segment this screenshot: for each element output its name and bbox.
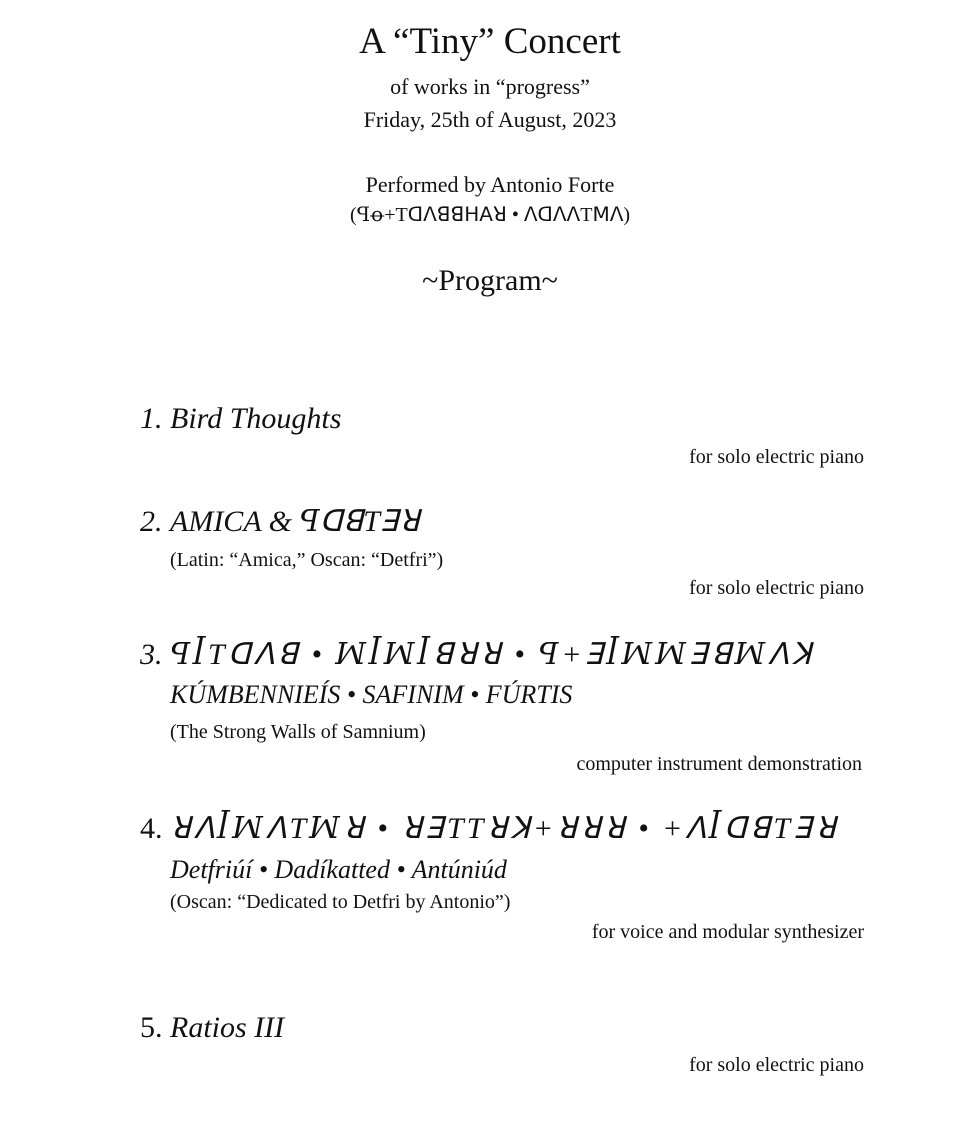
piece-5-number: 5. — [140, 1011, 163, 1044]
piece-4-number: 4. — [140, 812, 163, 845]
piece-2-title: AMICA & ꟼꓷꓭTꓱꓤ — [170, 505, 420, 538]
piece-2-note: (Latin: “Amica,” Oscan: “Detfri”) — [170, 549, 444, 571]
piece-4-instrumentation: for voice and modular synthesizer — [591, 921, 864, 943]
piece-1-instrumentation: for solo electric piano — [689, 446, 864, 468]
performer-oscan-line: (ꟼꝋ+Tꓷꓥꓭꓭꓧꓮꓤ • ꓥꓷꓥꓥTꓟꓥ) — [349, 204, 631, 226]
piece-1-title: Bird Thoughts — [170, 402, 342, 435]
piece-3-oscan-title: ꟼꟾTꓷꓥꓭ • ꟽꟾꟽꟾꓭꓤꓤ • ꟼ+ꓱꟾꟽꟽꓱꓭꟽꓥꓘ — [170, 638, 815, 671]
piece-2-instrumentation: for solo electric piano — [689, 577, 864, 599]
concert-date: Friday, 25th of August, 2023 — [363, 107, 617, 132]
piece-4-transliteration: Detfriúí • Dadíkatted • Antúniúd — [170, 855, 507, 884]
concert-subtitle: of works in “progress” — [390, 74, 590, 99]
piece-4-note: (Oscan: “Dedicated to Detfri by Antonio”) — [170, 891, 511, 913]
concert-title: A “Tiny” Concert — [359, 21, 621, 62]
piece-1-number: 1. — [140, 402, 163, 435]
piece-3-instrumentation: computer instrument demonstration — [576, 753, 862, 775]
piece-5-title: Ratios III — [170, 1011, 285, 1044]
piece-2-number: 2. — [140, 505, 163, 538]
performer-line: Performed by Antonio Forte — [365, 172, 615, 197]
piece-3-note: (The Strong Walls of Samnium) — [170, 721, 426, 743]
piece-5-instrumentation: for solo electric piano — [689, 1054, 864, 1076]
piece-4-oscan-title: ꓤꓥꟾꟽꓥTꟽꓤ • ꓤꓱTTꓤꓘ+ꓤꓤꓤ • +ꓥꟾꓷꓭTꓱꓤ — [170, 812, 839, 845]
program-heading: ~Program~ — [422, 264, 558, 297]
piece-3-transliteration: KÚMBENNIEÍS • SAFINIM • FÚRTIS — [170, 680, 573, 709]
piece-3-number: 3. — [140, 638, 163, 671]
